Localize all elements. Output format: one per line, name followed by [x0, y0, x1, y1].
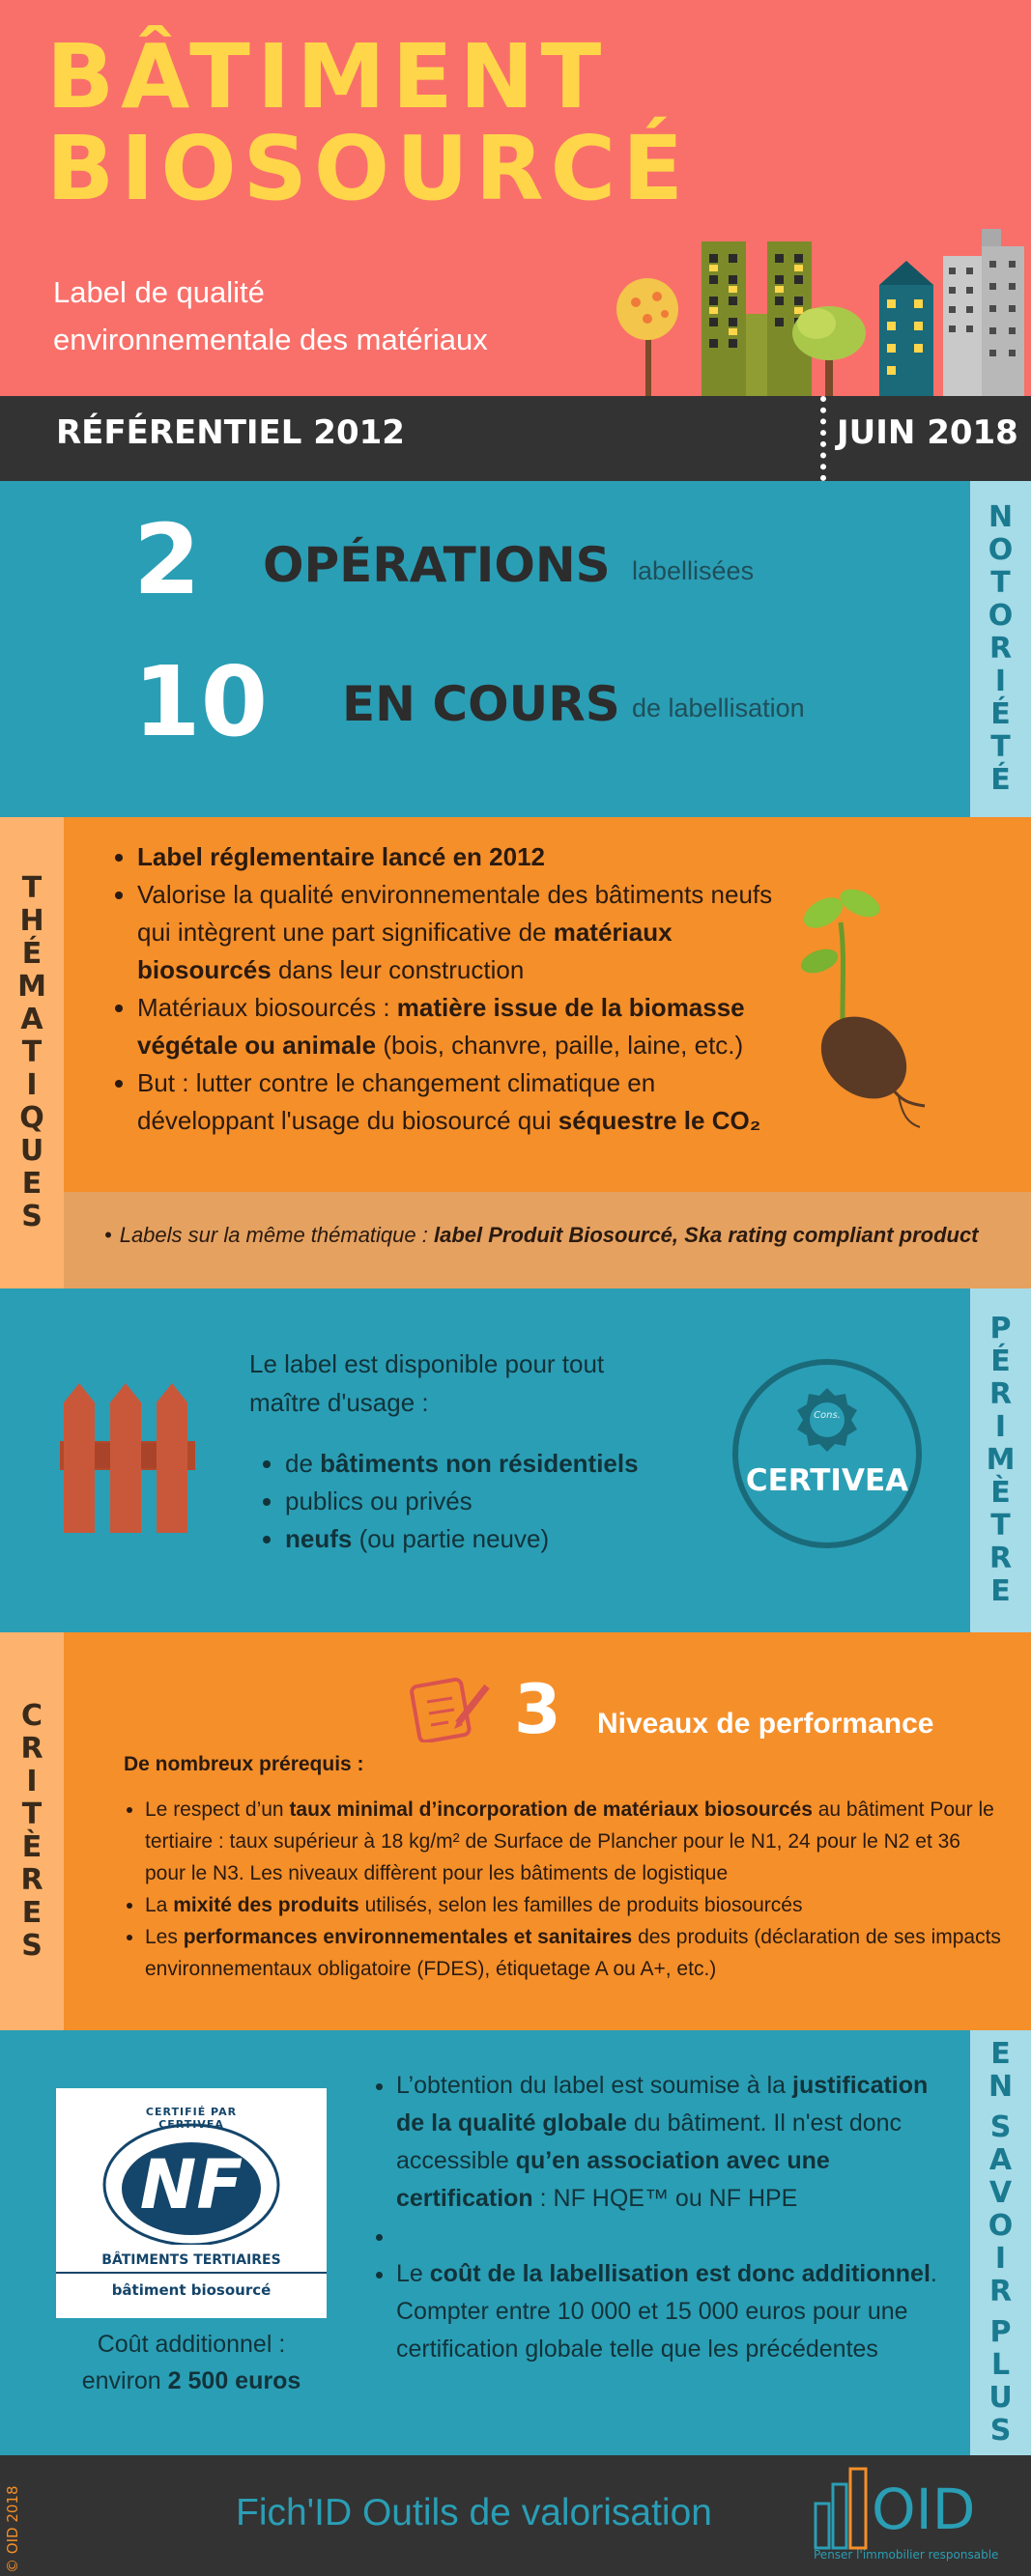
tab-letter: S — [21, 1929, 43, 1963]
tab-letter: M — [986, 1443, 1016, 1477]
tab-letter: P — [989, 1312, 1012, 1345]
bullet-emphasis: taux minimal d’incorporation de matériaux biosourcés — [289, 1798, 813, 1821]
list-item — [137, 838, 775, 876]
tab-letter: U — [988, 2381, 1013, 2415]
tab-thematiques — [0, 817, 64, 1288]
tab-letter: E — [990, 1574, 1011, 1608]
bullet-emphasis: séquestre le CO₂ — [558, 1106, 761, 1135]
nf-ring-text: CERTIFIÉ PAR CERTIVEA — [145, 2106, 238, 2131]
tab-letter: I — [26, 1765, 38, 1798]
operations-label: OPÉRATIONS — [263, 537, 611, 593]
cost-prefix: environ — [81, 2367, 168, 2394]
city-illustration — [599, 217, 1031, 396]
related-labels-prefix: Labels sur la même thématique : — [119, 1223, 434, 1247]
tab-letter: É — [990, 763, 1011, 797]
tab-letter: V — [988, 2176, 1013, 2210]
tab-word-plus — [988, 2316, 1012, 2448]
bullet-text: Le respect d’un — [145, 1798, 290, 1821]
list-item — [145, 1889, 1005, 1921]
subtitle — [53, 269, 488, 363]
tab-word-savoir — [988, 2111, 1014, 2308]
criteres-list — [116, 1794, 1005, 1985]
tab-letter: É — [990, 1345, 1011, 1378]
list-item — [396, 2255, 957, 2368]
bullet-text: . Compter entre 10 000 et 15 000 euros pour une certification globale telle que les précédentes — [396, 2260, 937, 2363]
bullet-text: Label réglementaire lancé en 2012 — [137, 842, 545, 871]
related-labels-names: label Produit Biosourcé, Ska rating compliant product — [433, 1223, 979, 1247]
tab-letter: P — [989, 2315, 1012, 2349]
list-item — [285, 1520, 730, 1558]
list-item — [137, 876, 775, 989]
oid-tagline: Penser l'immobilier responsable — [814, 2548, 999, 2562]
fence-icon — [60, 1383, 195, 1533]
empty-list-item — [396, 2218, 957, 2255]
tab-letter: H — [19, 904, 44, 938]
tab-letter: R — [988, 2275, 1013, 2308]
bullet-emphasis: matériaux biosourcés — [137, 918, 673, 984]
subtitle-line-1: Label de qualité — [53, 275, 265, 309]
bullet-text: Matériaux biosourcés : — [137, 993, 397, 1022]
perimetre-intro: Le label est disponible pour tout maître d'usage : — [249, 1349, 605, 1417]
tab-letter: N — [988, 500, 1014, 534]
bullet-text: utilisés, selon les familles de produits biosourcés — [358, 1894, 803, 1916]
tab-letter: S — [989, 2110, 1012, 2144]
bullet-emphasis: coût de la labellisation est donc additionnel — [429, 2260, 931, 2287]
tab-letter: T — [990, 730, 1011, 764]
bullet-text: du bâtiment. Il n'est donc accessible — [396, 2109, 902, 2174]
tab-letter: I — [994, 2242, 1007, 2276]
tab-notoriete — [970, 481, 1031, 817]
tab-letter: T — [21, 871, 43, 905]
bullet-text: des produits (déclaration de ses impacts environnementaux obligatoire (FDES), étiquetage A ou A+, etc.) — [145, 1926, 1001, 1980]
bullet-text: dans leur construction — [271, 955, 525, 984]
bullet-emphasis: bâtiments non résidentiels — [320, 1449, 639, 1478]
bullet-emphasis: mixité des produits — [173, 1894, 359, 1916]
subtitle-line-2: environnementale des matériaux — [53, 323, 488, 356]
title-line-2: BIOSOURCÉ — [46, 117, 690, 220]
bullet-text: But : lutter contre le changement climatique en développant l'usage du biosourcé qui — [137, 1068, 656, 1135]
cost-label: Coût additionnel : — [97, 2331, 286, 2358]
tab-letter: T — [990, 1509, 1011, 1543]
nf-logo-text: NF — [139, 2145, 243, 2224]
tab-letter: L — [990, 2348, 1011, 2382]
building-icon — [879, 261, 933, 396]
list-item — [137, 989, 775, 1064]
list-item — [137, 1064, 775, 1140]
bullet-text: Le — [396, 2260, 430, 2287]
levels-count: 3 — [514, 1670, 561, 1749]
thematiques-list — [108, 838, 775, 1140]
tab-letter: T — [21, 1035, 43, 1069]
bullet-text: La — [145, 1894, 174, 1916]
bullet-text: Les — [145, 1926, 184, 1948]
tab-perimetre — [970, 1288, 1031, 1632]
tab-letter: R — [988, 632, 1013, 665]
clipboard-pencil-icon — [410, 1673, 495, 1742]
referential-label: RÉFÉRENTIEL 2012 — [56, 413, 405, 452]
oid-logo-text: OID — [872, 2477, 976, 2542]
tab-letter: È — [21, 1830, 43, 1864]
bullet-dot: • — [104, 1223, 112, 1247]
savoir-list — [367, 2067, 957, 2368]
tab-letter: S — [21, 1200, 43, 1233]
tab-letter: É — [990, 697, 1011, 731]
list-item — [145, 1921, 1005, 1985]
tab-letter: R — [988, 1377, 1013, 1411]
cost-value — [56, 2363, 327, 2399]
operations-suffix: labellisées — [632, 556, 755, 585]
bullet-emphasis: performances environnementales et sanitaires — [183, 1926, 633, 1948]
tab-letter: R — [20, 1863, 43, 1897]
bullet-text: de — [285, 1449, 321, 1478]
list-item — [145, 1794, 1005, 1889]
bullet-emphasis: qu’en association avec une certification — [396, 2147, 830, 2212]
badge-small-text: Cons. — [814, 1410, 841, 1421]
list-item — [396, 2067, 957, 2218]
bullet-text: publics ou privés — [285, 1486, 473, 1515]
bullet-text: (bois, chanvre, paille, laine, etc.) — [376, 1031, 744, 1060]
tab-letter: O — [988, 533, 1014, 567]
bullet-text: : NF HQE™ ou NF HPE — [532, 2185, 798, 2212]
bullet-emphasis: neufs — [285, 1524, 353, 1553]
title-line-1: BÂTIMENT — [46, 25, 609, 128]
tab-letter: N — [988, 2070, 1014, 2104]
tab-letter: I — [994, 1410, 1007, 1444]
tab-letter: R — [20, 1732, 43, 1766]
tab-letter: S — [989, 2414, 1012, 2448]
tab-letter: O — [988, 599, 1014, 633]
tab-word-en — [988, 2038, 1013, 2104]
tab-letter: E — [21, 1896, 43, 1930]
tab-letter: M — [17, 970, 46, 1004]
nf-line-1: BÂTIMENTS TERTIAIRES — [56, 2252, 327, 2274]
bullet-emphasis: justification de la qualité globale — [396, 2072, 929, 2137]
date-label: JUIN 2018 — [837, 413, 1018, 452]
list-item — [285, 1483, 730, 1520]
operations-count: 2 — [133, 503, 201, 616]
tab-letter: I — [994, 665, 1007, 698]
tab-letter: A — [20, 1003, 43, 1036]
ongoing-suffix: de labellisation — [632, 694, 805, 722]
cost-amount: 2 500 euros — [167, 2367, 301, 2394]
ongoing-label: EN COURS — [342, 676, 620, 732]
ongoing-count: 10 — [133, 645, 269, 758]
tab-letter: T — [21, 1798, 43, 1831]
bullet-text: (ou partie neuve) — [352, 1524, 550, 1553]
tab-letter: É — [21, 937, 43, 971]
tab-letter: A — [988, 2143, 1013, 2177]
additional-cost — [56, 2326, 327, 2399]
tab-letter: E — [990, 2037, 1011, 2071]
list-item — [285, 1445, 730, 1483]
building-icon — [702, 241, 812, 396]
tab-letter: C — [20, 1699, 43, 1733]
bullet-emphasis: matière issue de la biomasse végétale ou animale — [137, 993, 745, 1060]
tab-letter: R — [988, 1542, 1013, 1575]
page-title — [46, 25, 690, 220]
prerequisites-heading: De nombreux prérequis : — [124, 1753, 364, 1775]
tab-letter: E — [21, 1167, 43, 1201]
tab-en-savoir-plus — [970, 2030, 1031, 2455]
bullet-text: Valorise la qualité environnementale des bâtiments neufs qui intègrent une part significative de — [137, 880, 773, 947]
tab-letter: I — [26, 1068, 38, 1102]
oid-building-logo-icon — [812, 2465, 873, 2552]
certivea-badge — [732, 1359, 922, 1548]
tab-criteres — [0, 1632, 64, 2030]
tab-letter: Q — [19, 1101, 44, 1135]
footer-title: Fich'ID Outils de valorisation — [236, 2492, 712, 2534]
tab-letter: U — [19, 1134, 44, 1168]
tab-letter: O — [988, 2209, 1014, 2243]
certivea-label: CERTIVEA — [745, 1463, 909, 1498]
tree-icon — [616, 278, 678, 396]
levels-label: Niveaux de performance — [597, 1708, 934, 1740]
bullet-text: au bâtiment Pour le tertiaire : taux supérieur à 18 kg/m² de Surface de Plancher pour le N1, 24 pour le N2 et 36 pour le N3. Les niveaux diffèrent pour les bâtiments de logistique — [145, 1798, 994, 1884]
copyright: © OID 2018 — [4, 2485, 21, 2573]
nf-certification-logo — [56, 2088, 327, 2318]
perimetre-list — [256, 1445, 730, 1558]
tab-letter: T — [990, 566, 1011, 600]
bullet-text: L’obtention du label est soumise à la — [396, 2072, 792, 2099]
sprout-seed-icon — [785, 884, 939, 1135]
related-labels — [104, 1223, 1013, 1248]
nf-line-2: bâtiment biosourcé — [111, 2281, 272, 2299]
building-icon — [943, 229, 1024, 396]
tab-letter: È — [990, 1476, 1011, 1510]
dotted-divider — [820, 396, 826, 481]
